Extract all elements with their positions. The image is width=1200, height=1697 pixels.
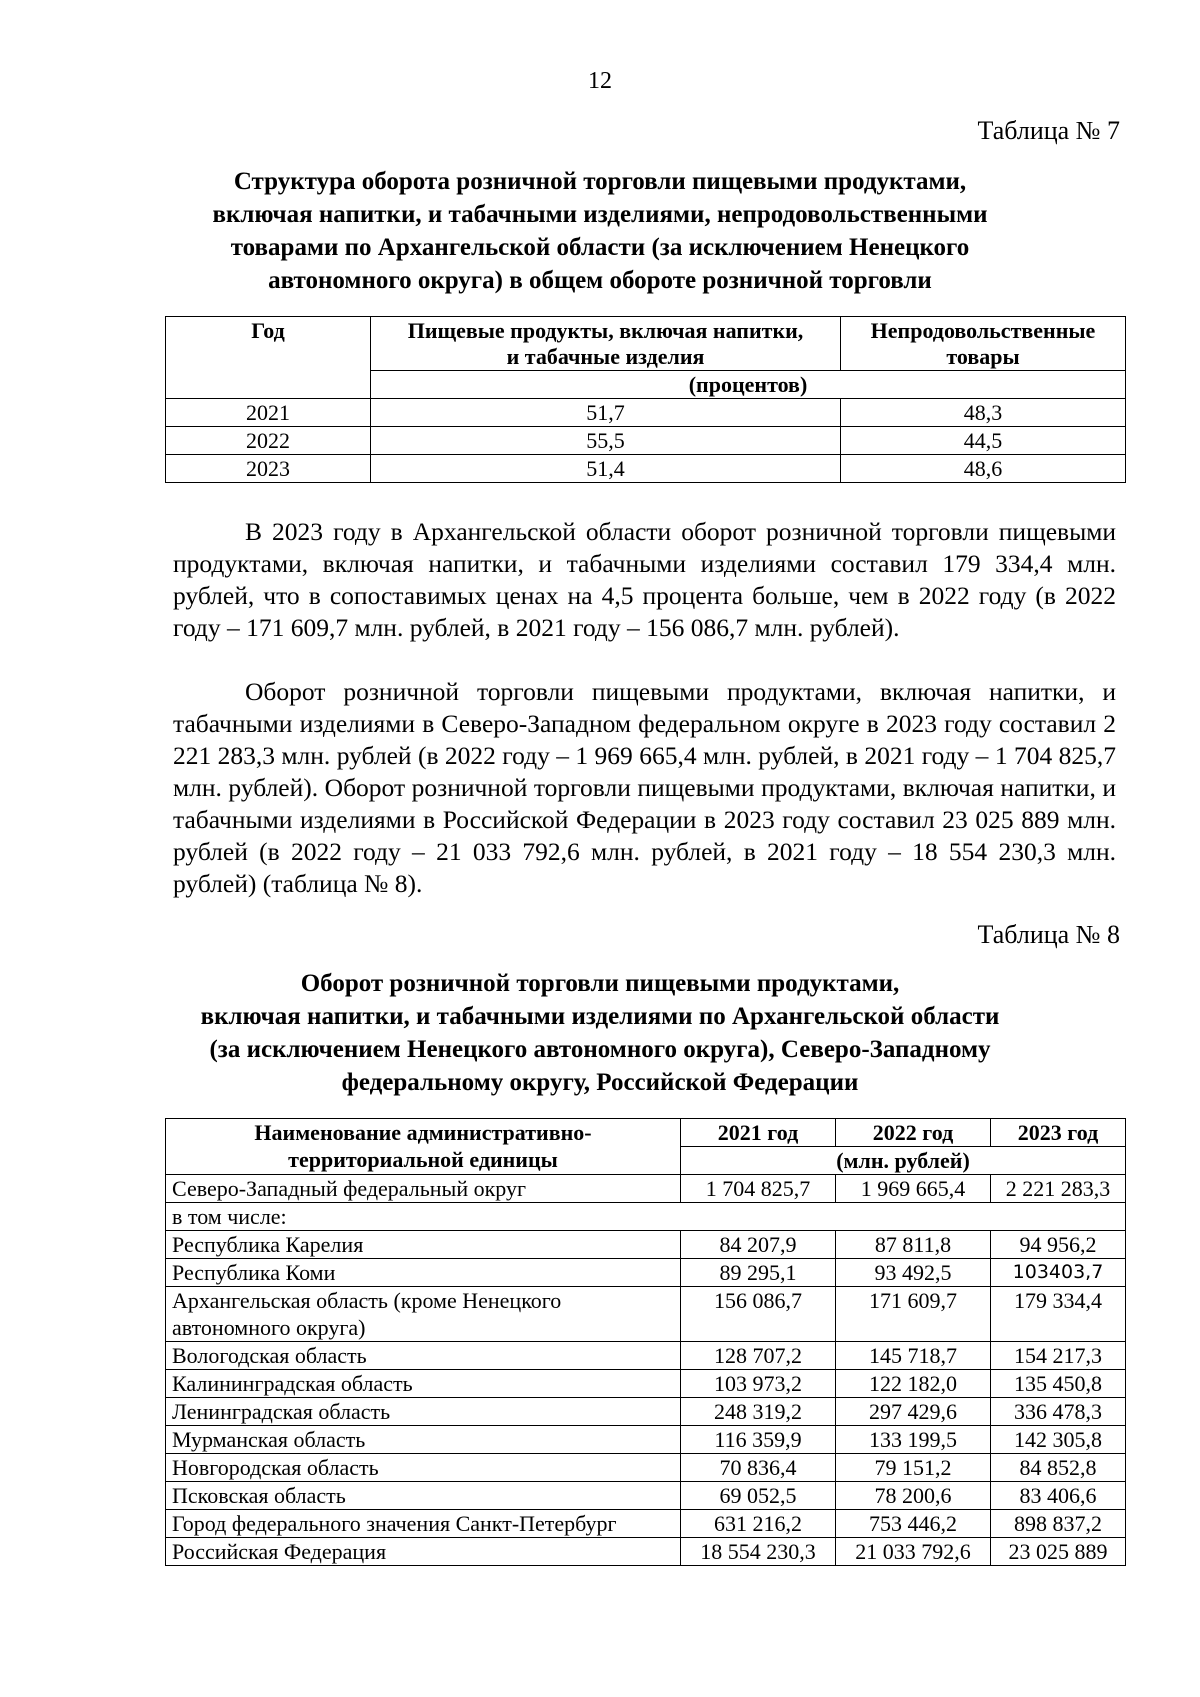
table-row — [166, 1175, 1126, 1203]
value-2021: 631 216,2 — [681, 1510, 836, 1538]
value-2021: 69 052,5 — [681, 1482, 836, 1510]
value-2021: 248 319,2 — [681, 1398, 836, 1426]
nonfood-cell: 48,3 — [841, 399, 1126, 427]
table-row — [166, 427, 1126, 455]
paragraph-2: Оборот розничной торговли пищевыми продуктами, включая напитки, и табачными изделиями в Северо-Западном федеральном округе в 2023 году составил 2 221 283,3 млн. рублей (в 2022 году – 1 969 665,4 млн. рублей, в 2021 году – 1 704 825,7 млн. рублей). Оборот розничной торговли пищевыми продуктами, включая напитки, и табачными изделиями в Российской Федерации в 2023 году составил 23 025 889 млн. рублей (в 2022 году – 21 033 792,6 млн. рублей, в 2021 году – 18 554 230,3 млн. рублей) (таблица № 8). — [173, 677, 1116, 898]
table8-title-line: федеральному округу, Российской Федерации — [341, 1069, 859, 1096]
header-line: Наименование административно- — [254, 1120, 592, 1145]
value-2023: 84 852,8 — [991, 1454, 1126, 1482]
value-2022: 297 429,6 — [836, 1398, 991, 1426]
food-cell: 51,7 — [371, 399, 841, 427]
table8-header-2023: 2023 год — [991, 1119, 1126, 1147]
value-2021: 128 707,2 — [681, 1342, 836, 1370]
header-line: и табачные изделия — [506, 344, 705, 369]
year-cell: 2023 — [166, 455, 371, 483]
table7-header-row — [166, 317, 1126, 371]
table-row — [166, 1482, 1126, 1510]
value-2021: 116 359,9 — [681, 1426, 836, 1454]
table-row — [166, 1287, 1126, 1342]
table-row — [166, 1370, 1126, 1398]
table-row — [166, 1203, 1126, 1231]
value-2022: 78 200,6 — [836, 1482, 991, 1510]
table-row — [166, 399, 1126, 427]
value-2021: 84 207,9 — [681, 1231, 836, 1259]
table8-title-line: Оборот розничной торговли пищевыми продуктами, — [300, 970, 900, 997]
paragraph-1: В 2023 году в Архангельской области оборот розничной торговли пищевыми продуктами, включая напитки, и табачными изделиями составил 179 334,4 млн. рублей, что в сопоставимых ценах на 4,5 процента больше, чем в 2022 году (в 2022 году – 171 609,7 млн. рублей, в 2021 году – 156 086,7 млн. рублей). — [173, 517, 1116, 642]
value-2023: 898 837,2 — [991, 1510, 1126, 1538]
value-2023: 179 334,4 — [991, 1287, 1126, 1342]
value-2022: 93 492,5 — [836, 1259, 991, 1287]
table-row — [166, 1342, 1126, 1370]
value-2023: 142 305,8 — [991, 1426, 1126, 1454]
value-2023: 336 478,3 — [991, 1398, 1126, 1426]
region-name: Мурманская область — [166, 1426, 681, 1454]
region-name: Северо-Западный федеральный округ — [166, 1175, 681, 1203]
value-2021: 18 554 230,3 — [681, 1538, 836, 1566]
region-name: Республика Карелия — [166, 1231, 681, 1259]
table7-title-line: автономного округа) в общем обороте розничной торговли — [268, 267, 932, 294]
value-2022: 171 609,7 — [836, 1287, 991, 1342]
value-2021: 70 836,4 — [681, 1454, 836, 1482]
table8-header-name — [166, 1119, 681, 1175]
table7-title-line: включая напитки, и табачными изделиями, непродовольственными — [212, 201, 988, 228]
table-row — [166, 1538, 1126, 1566]
value-2021: 89 295,1 — [681, 1259, 836, 1287]
value-2023: 94 956,2 — [991, 1231, 1126, 1259]
table-row — [166, 455, 1126, 483]
value-2022: 87 811,8 — [836, 1231, 991, 1259]
year-cell: 2021 — [166, 399, 371, 427]
table8-title-line: (за исключением Ненецкого автономного округа), Северо-Западному — [209, 1036, 991, 1063]
table7-title — [160, 165, 1040, 297]
table8 — [165, 1118, 1126, 1566]
table8-header-2021: 2021 год — [681, 1119, 836, 1147]
value-2022: 1 969 665,4 — [836, 1175, 991, 1203]
table7-header-nonfood — [841, 317, 1126, 371]
table-row — [166, 1398, 1126, 1426]
value-2021: 156 086,7 — [681, 1287, 836, 1342]
region-name-line: Архангельская область (кроме Ненецкого — [172, 1288, 562, 1313]
table-row — [166, 1259, 1126, 1287]
value-2022: 753 446,2 — [836, 1510, 991, 1538]
table8-title — [160, 967, 1040, 1099]
food-cell: 55,5 — [371, 427, 841, 455]
value-2022: 122 182,0 — [836, 1370, 991, 1398]
value-2023: 2 221 283,3 — [991, 1175, 1126, 1203]
table-row — [166, 1510, 1126, 1538]
value-2023: 135 450,8 — [991, 1370, 1126, 1398]
header-line: товары — [946, 344, 1020, 369]
value-2021: 103 973,2 — [681, 1370, 836, 1398]
region-name: Псковская область — [166, 1482, 681, 1510]
value-2023: 23 025 889 — [991, 1538, 1126, 1566]
value-2022: 133 199,5 — [836, 1426, 991, 1454]
value-2023: 103403,7 — [991, 1259, 1126, 1287]
value-2022: 145 718,7 — [836, 1342, 991, 1370]
table8-title-line: включая напитки, и табачными изделиями по Архангельской области — [200, 1003, 1000, 1030]
table8-caption: Таблица № 8 — [977, 920, 1120, 949]
region-name: Калининградская область — [166, 1370, 681, 1398]
table8-header-2022: 2022 год — [836, 1119, 991, 1147]
value-2022: 21 033 792,6 — [836, 1538, 991, 1566]
table7-header-food — [371, 317, 841, 371]
value-2023: 154 217,3 — [991, 1342, 1126, 1370]
value-2021: 1 704 825,7 — [681, 1175, 836, 1203]
region-name: Ленинградская область — [166, 1398, 681, 1426]
region-name — [166, 1287, 681, 1342]
region-name: Республика Коми — [166, 1259, 681, 1287]
table-row — [166, 1426, 1126, 1454]
table7-caption: Таблица № 7 — [977, 116, 1120, 145]
region-name-line: автономного округа) — [172, 1315, 366, 1340]
nonfood-cell: 44,5 — [841, 427, 1126, 455]
table-row — [166, 1454, 1126, 1482]
page-number: 12 — [588, 68, 612, 94]
food-cell: 51,4 — [371, 455, 841, 483]
value-2023: 83 406,6 — [991, 1482, 1126, 1510]
header-line: Пищевые продукты, включая напитки, — [407, 318, 804, 343]
nonfood-cell: 48,6 — [841, 455, 1126, 483]
table7-header-year: Год — [166, 317, 371, 399]
year-cell: 2022 — [166, 427, 371, 455]
header-line: Непродовольственные — [870, 318, 1096, 343]
including-label: в том числе: — [166, 1203, 1126, 1231]
region-name: Новгородская область — [166, 1454, 681, 1482]
table7-unit: (процентов) — [371, 371, 1126, 399]
region-name: Вологодская область — [166, 1342, 681, 1370]
table-row — [166, 1231, 1126, 1259]
region-name: Российская Федерация — [166, 1538, 681, 1566]
table7-title-line: товарами по Архангельской области (за исключением Ненецкого — [230, 234, 970, 261]
table8-header-row — [166, 1119, 1126, 1147]
value-2022: 79 151,2 — [836, 1454, 991, 1482]
table7-title-line: Структура оборота розничной торговли пищевыми продуктами, — [233, 168, 967, 195]
table7 — [165, 316, 1126, 483]
header-line: территориальной единицы — [288, 1147, 558, 1172]
table8-unit: (млн. рублей) — [681, 1147, 1126, 1175]
region-name: Город федерального значения Санкт-Петербург — [166, 1510, 681, 1538]
